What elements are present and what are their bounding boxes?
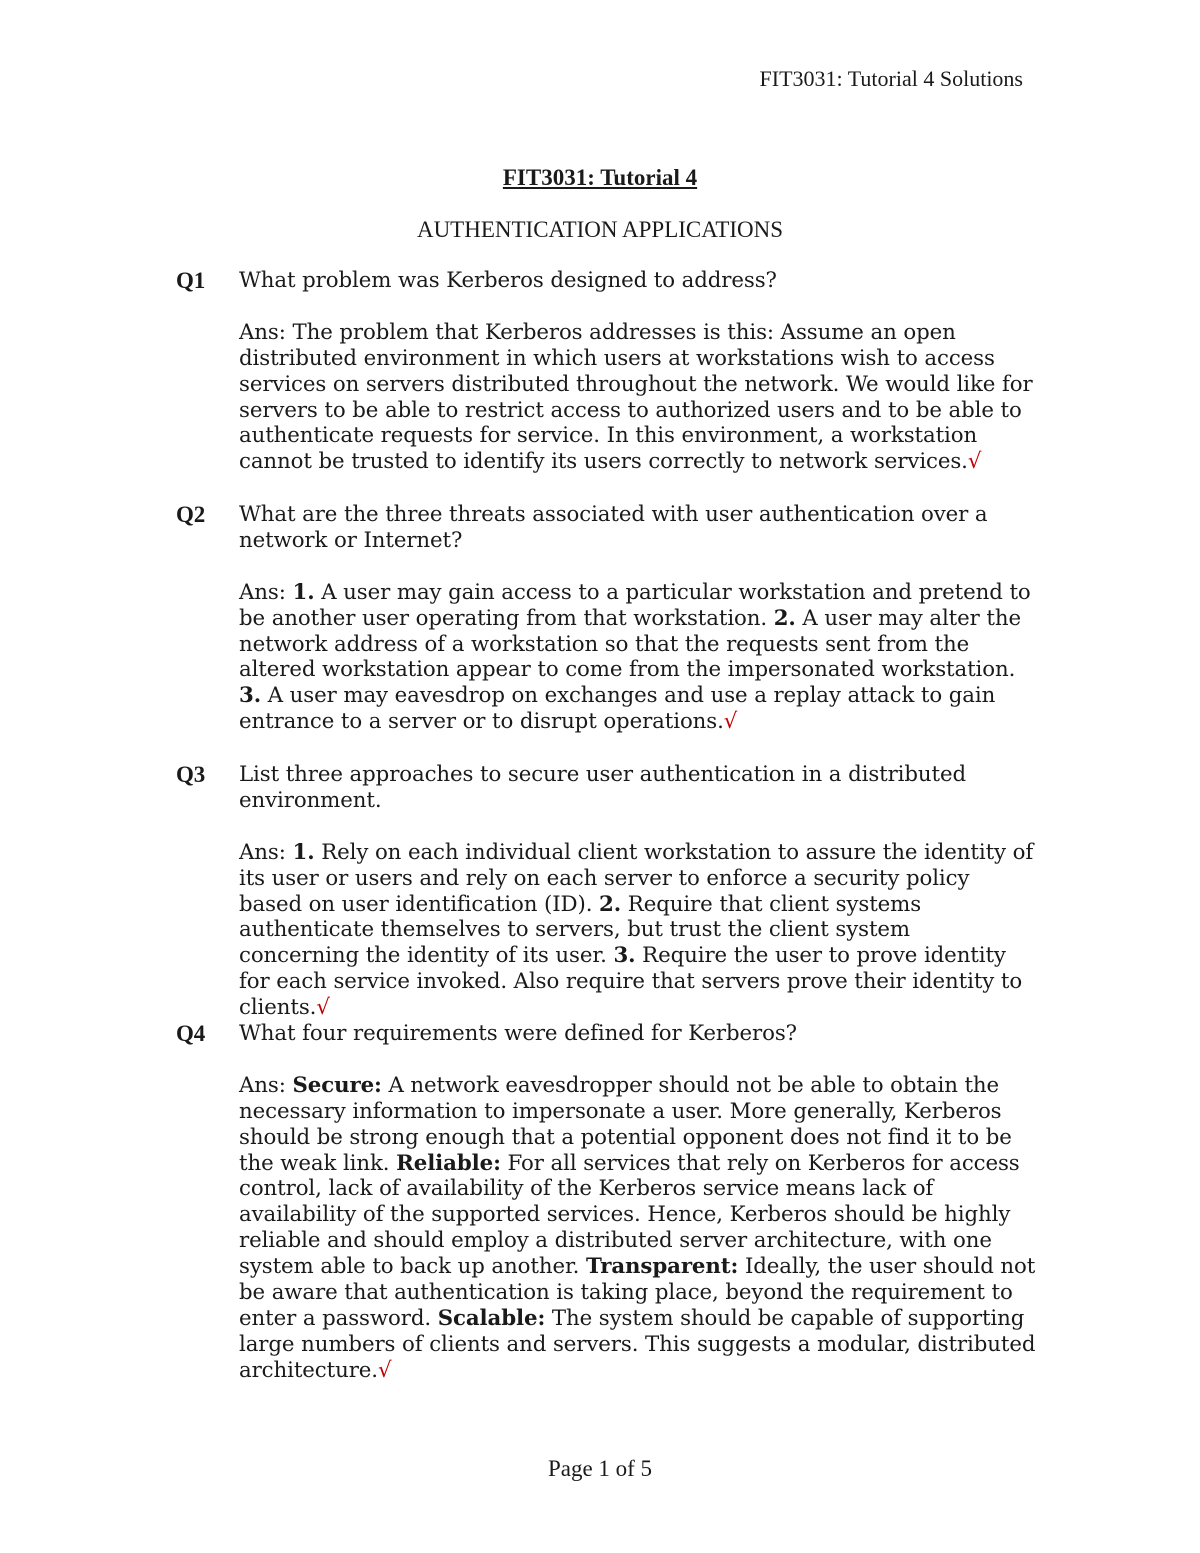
answer-item-label: Scalable: [437, 1305, 546, 1331]
check-mark-icon: √ [377, 1357, 392, 1383]
answer-item-text: The system should be capable of supporting large numbers of clients and servers. This suggests a modular, distributed architecture. [239, 1305, 1036, 1383]
answer-prefix: Ans: [239, 579, 293, 605]
question-number: Q4 [176, 1021, 206, 1046]
answer-item-text: A user may gain access to a particular workstation and pretend to be another user operating from that workstation. [239, 579, 1031, 631]
page-number: Page 1 of 5 [547, 1456, 653, 1481]
answer-item-label: Secure: [292, 1072, 382, 1098]
answer-text [239, 1073, 1036, 1384]
question-block-q2 [176, 502, 1036, 735]
question-number: Q2 [176, 502, 206, 527]
answer-text [239, 580, 1036, 735]
answer-item-text: A network eavesdropper should not be able to obtain the necessary information to impersonate a user. More generally, Kerberos should be strong enough that a potential opponent does not find it to be the weak link. [239, 1072, 1012, 1176]
question-number: Q1 [176, 268, 206, 293]
question-text: What are the three threats associated with user authentication over a network or Internet? [239, 502, 988, 553]
answer-item-label: 2. [599, 891, 622, 917]
answer-text [239, 840, 1036, 1021]
question-number: Q3 [176, 762, 206, 787]
check-mark-icon: √ [723, 709, 738, 735]
question-text: What four requirements were defined for Kerberos? [239, 1021, 798, 1046]
check-mark-icon: √ [316, 995, 330, 1021]
answer-item-text: Require the user to prove identity for each service invoked. Also require that servers prove their identity to clients. [239, 943, 1023, 1021]
answer-text [239, 320, 1036, 475]
answer-item-label: Reliable: [396, 1150, 501, 1176]
answer-item-label: 1. [292, 839, 315, 865]
answer-item-label: 1. [292, 579, 315, 605]
answer-prefix: Ans: [239, 839, 293, 865]
question-text: What problem was Kerberos designed to address? [239, 268, 777, 293]
answer-item-label: 3. [239, 683, 262, 709]
answer-item-text: A user may eavesdrop on exchanges and use a replay attack to gain entrance to a server or to disrupt operations. [239, 683, 996, 735]
running-header: FIT3031: Tutorial 4 Solutions [759, 66, 1023, 91]
answer-item-text: For all services that rely on Kerberos for access control, lack of availability of the Kerberos service means lack of availability of the supported services. Hence, Kerberos should be highly reliable and should employ a distributed server architecture, with one system able to back up another. [239, 1150, 1020, 1280]
answer-item-text: Rely on each individual client workstation to assure the identity of its user or users and rely on each server to enforce a security policy based on user identification (ID). [239, 839, 1034, 917]
answer-item-text: Ideally, the user should not be aware that authentication is taking place, beyond the requirement to enter a password. [239, 1254, 1036, 1331]
answer-item-text: Require that client systems authenticate themselves to servers, but trust the client system concerning the identity of its user. [239, 891, 922, 969]
question-block-q4 [176, 1021, 1036, 1384]
page-title: FIT3031: Tutorial 4 [502, 165, 698, 190]
answer-item-text: A user may alter the network address of a workstation so that the requests sent from the altered workstation appear to come from the impersonated workstation. [239, 605, 1021, 683]
answer-item-label: 2. [773, 605, 796, 631]
question-block-q3 [176, 762, 1036, 1021]
answer-item-label: Transparent: [586, 1254, 739, 1280]
check-mark-icon: √ [967, 449, 982, 475]
answer-prefix: Ans: [239, 319, 293, 345]
page-subtitle: AUTHENTICATION APPLICATIONS [416, 217, 784, 242]
answer-prefix: Ans: [239, 1072, 293, 1098]
answer-body: The problem that Kerberos addresses is this: Assume an open distributed environment in which users at workstations wish to access services on servers distributed throughout the network. We would like for servers to be able to restrict access to authorized users and to be able to authenticate requests for service. In this environment, a workstation cannot be trusted to identify its users correctly to network services. [239, 319, 1033, 475]
question-text: List three approaches to secure user authentication in a distributed environment. [239, 762, 967, 813]
answer-item-label: 3. [613, 943, 636, 969]
question-block-q1 [176, 268, 1036, 475]
